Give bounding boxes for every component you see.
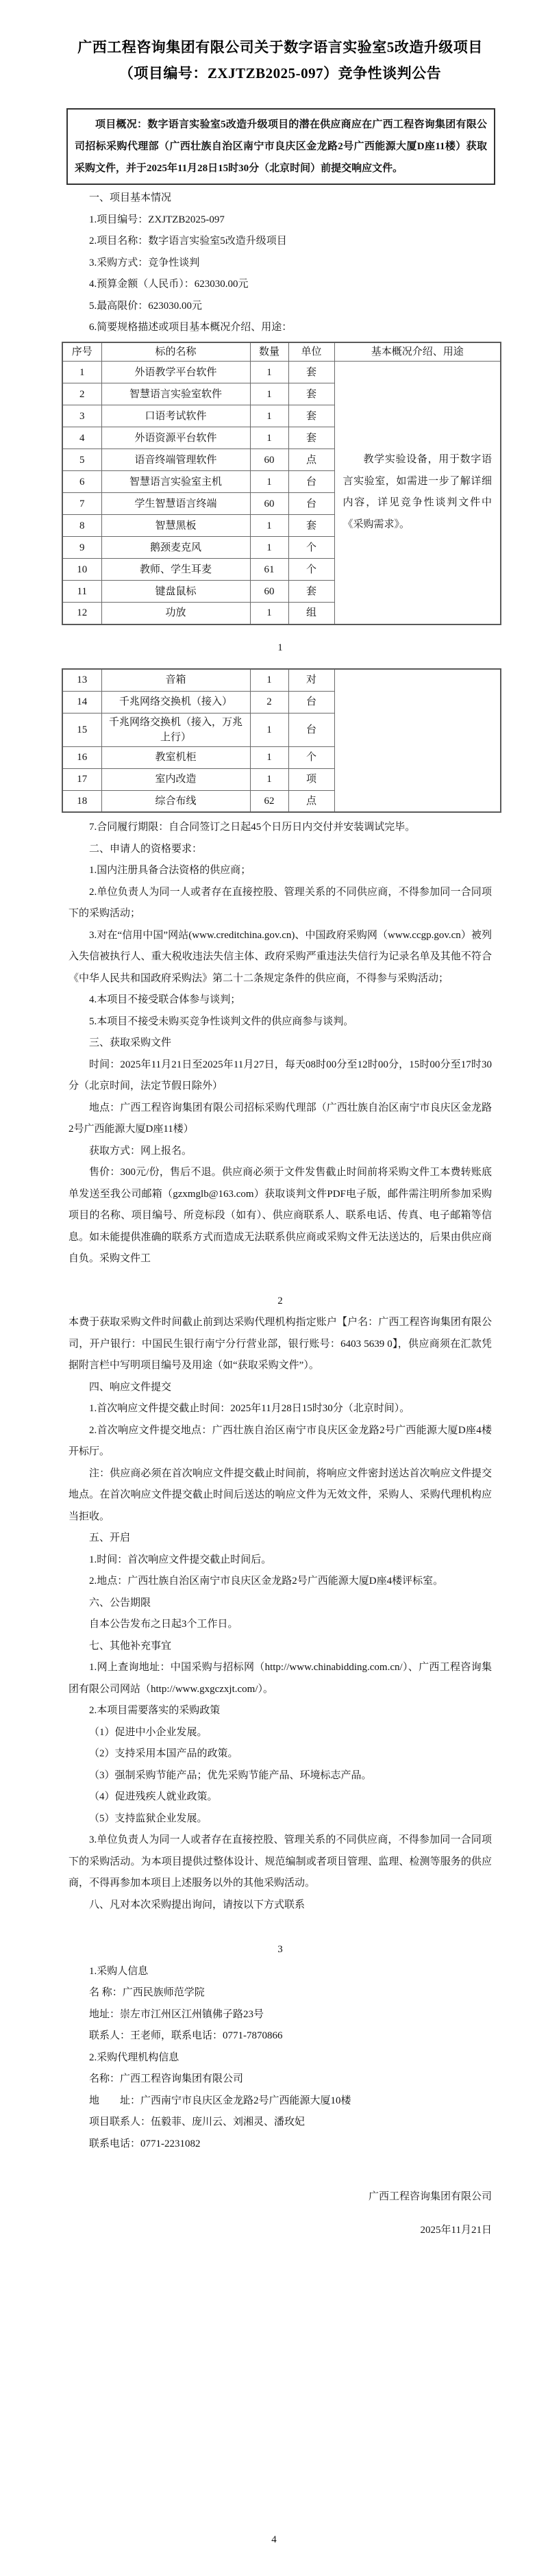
table-cell-no: 14 [62, 691, 101, 713]
table-description-text: 教学实验设备，用于数字语言实验室，如需进一步了解详细内容，详见竞争性谈判文件中《采购需求》。 [342, 454, 492, 530]
paragraph: 八、凡对本次采购提出询问，请按以下方式联系 [89, 1899, 306, 1910]
items-table-part1-wrap [68, 342, 492, 625]
table-cell-no: 5 [62, 449, 101, 471]
table-cell-no: 6 [62, 471, 101, 493]
page-number-4: 4 [271, 2534, 277, 2545]
table-cell-qty: 1 [250, 768, 288, 790]
table-cell-name: 千兆网络交换机（接入，万兆上行） [101, 713, 250, 746]
table-cell-unit: 套 [288, 362, 334, 383]
paragraph: 二、申请人的资格要求： [89, 843, 203, 855]
paragraph: 三、获取采购文件 [89, 1037, 172, 1048]
paragraph: 3.单位负责人为同一人或者存在直接控股、管理关系的不同供应商，不得参加同一合同项下的采购活动。为本项目提供过整体设计、规范编制或者项目管理、监理、检测等服务的供应商，不得再参加本项目上述服务以外的其他采购活动。 [68, 1834, 492, 1889]
table-cell-unit: 套 [288, 405, 334, 427]
table-cell-unit: 对 [288, 669, 334, 691]
page-title-line2: （项目编号：ZXJTZB2025-097）竞争性谈判公告 [119, 65, 442, 81]
paragraph: （2）支持采用本国产品的政策。 [89, 1748, 238, 1759]
paragraph: 3.对在“信用中国”网站(www.creditchina.gov.cn)、中国政府采购网（www.ccgp.gov.cn）被列入失信被执行人、重大税收违法失信主体、政府采购严重违法失信行为记录名单及其他不符合《中华人民共和国政府采购法》第二十二条规定条件的供应商，不得参与采购活动； [68, 929, 492, 984]
paragraph: 1.首次响应文件提交截止时间：2025年11月28日15时30分（北京时间）。 [89, 1403, 410, 1414]
procurement-items-table-part2 [62, 668, 501, 813]
paragraph: 1.项目编号：ZXJTZB2025-097 [89, 214, 225, 225]
table-cell-qty: 1 [250, 603, 288, 624]
table-cell-unit: 项 [288, 768, 334, 790]
column-header: 数量 [250, 342, 288, 362]
items-table-part2-wrap [68, 668, 492, 813]
table-cell-unit: 点 [288, 790, 334, 812]
paragraph: （1）促进中小企业发展。 [89, 1726, 208, 1738]
section-submission-and-policies [68, 1312, 492, 1916]
page-number-1: 1 [277, 642, 283, 653]
paragraph: 名 称：广西民族师范学院 [89, 1987, 205, 1998]
paragraph: 联系电话：0771-2231082 [89, 2138, 201, 2149]
table-cell-unit: 套 [288, 515, 334, 537]
column-header: 序号 [62, 342, 101, 362]
paragraph: 注：供应商必须在首次响应文件提交截止时间前，将响应文件密封送达首次响应文件提交地点。在首次响应文件提交截止时间后送达的响应文件为无效文件，采购人、采购代理机构应当拒收。 [68, 1467, 492, 1522]
paragraph: 七、其他补充事宜 [89, 1640, 172, 1652]
table-cell-name: 教师、学生耳麦 [101, 559, 250, 581]
table-cell-unit: 个 [288, 559, 334, 581]
paragraph: 地点：广西工程咨询集团有限公司招标采购代理部（广西壮族自治区南宁市良庆区金龙路2号广西能源大厦D座11楼） [68, 1102, 492, 1135]
table-cell-qty: 60 [250, 449, 288, 471]
paragraph: （4）促进残疾人就业政策。 [89, 1791, 218, 1802]
table-cell-no: 9 [62, 537, 101, 559]
column-header: 单位 [288, 342, 334, 362]
table-cell-qty: 62 [250, 790, 288, 812]
paragraph: 一、项目基本情况 [89, 192, 172, 203]
paragraph: 7.合同履行期限：自合同签订之日起45个日历日内交付并安装调试完毕。 [89, 822, 416, 833]
table-row [62, 362, 501, 383]
table-cell-no: 16 [62, 746, 101, 768]
paragraph: 售价：300元/份，售后不退。供应商必须于文件发售截止时间前将采购文件工本费转账底单发送至我公司邮箱（gzxmglb@163.com）获取谈判文件PDF电子版，邮件需注明所参加采购项目的名称、项目编号、所竞标段（如有）、供应商联系人、联系电话、传真、电子邮箱等信息。如未能提供准确的联系方式而造成无法联系供应商或采购文件无法送达的，后果由供应商自负。采购文件工 [68, 1167, 492, 1264]
table-cell-no: 2 [62, 383, 101, 405]
paragraph: 四、响应文件提交 [89, 1381, 172, 1393]
table-cell-unit: 套 [288, 427, 334, 449]
table-cell-name: 口语考试软件 [101, 405, 250, 427]
paragraph: 2.采购代理机构信息 [89, 2051, 179, 2063]
table-cell-qty: 60 [250, 581, 288, 603]
paragraph: 地址：崇左市江州区江州镇佛子路23号 [89, 2008, 264, 2020]
table-cell-no: 18 [62, 790, 101, 812]
page-title [68, 34, 492, 86]
table-cell-name: 智慧语言实验室软件 [101, 383, 250, 405]
table-cell-no: 1 [62, 362, 101, 383]
table-cell-description [334, 362, 501, 624]
table-cell-qty: 1 [250, 515, 288, 537]
paragraph: 5.本项目不接受未购买竞争性谈判文件的供应商参与谈判。 [89, 1015, 354, 1027]
table-cell-qty: 61 [250, 559, 288, 581]
paragraph: 1.时间：首次响应文件提交截止时间后。 [89, 1554, 272, 1565]
paragraph: 五、开启 [89, 1532, 131, 1543]
paragraph: 2.单位负责人为同一人或者存在直接控股、管理关系的不同供应商，不得参加同一合同项下的采购活动； [68, 886, 492, 919]
table-cell-qty: 1 [250, 713, 288, 746]
table-cell-unit: 套 [288, 581, 334, 603]
paragraph: 本费于获取采购文件时间截止前到达采购代理机构指定账户【户名：广西工程咨询集团有限公司，开户银行：中国民生银行南宁分行营业部，银行账号：6403 5639 0】，供应商须在汇款凭据附言栏中写明项目编号及用途（如“获取采购文件”）。 [68, 1317, 492, 1371]
paragraph: 6.简要规格描述或项目基本概况介绍、用途： [89, 322, 292, 333]
table-cell-unit: 个 [288, 537, 334, 559]
table-cell-no: 12 [62, 603, 101, 624]
signature-block [68, 2186, 492, 2241]
table-cell-qty: 60 [250, 493, 288, 515]
paragraph: 4.预算金额（人民币）：623030.00元 [89, 279, 249, 290]
table-row [62, 669, 501, 691]
table-cell-unit: 台 [288, 493, 334, 515]
table-cell-unit: 套 [288, 383, 334, 405]
paragraph: 联系人：王老师，联系电话：0771-7870866 [89, 2030, 283, 2041]
paragraph: 地 址：广西南宁市良庆区金龙路2号广西能源大厦10楼 [89, 2095, 351, 2106]
paragraph: 2.首次响应文件提交地点：广西壮族自治区南宁市良庆区金龙路2号广西能源大厦D座4楼开标厅。 [68, 1424, 492, 1457]
table-cell-unit: 点 [288, 449, 334, 471]
page-number-3: 3 [277, 1944, 283, 1955]
table-cell-name: 键盘鼠标 [101, 581, 250, 603]
table-cell-name: 室内改造 [101, 768, 250, 790]
table-cell-qty: 1 [250, 383, 288, 405]
paragraph: 5.最高限价：623030.00元 [89, 300, 203, 312]
paragraph: 4.本项目不接受联合体参与谈判； [89, 994, 241, 1005]
paragraph: （5）支持监狱企业发展。 [89, 1813, 208, 1824]
paragraph: 2.本项目需要落实的采购政策 [89, 1705, 221, 1716]
paragraph: 获取方式：网上报名。 [89, 1145, 192, 1157]
column-header: 基本概况介绍、用途 [334, 342, 501, 362]
table-cell-name: 鹅颈麦克风 [101, 537, 250, 559]
table-cell-no: 17 [62, 768, 101, 790]
paragraph: 六、公告期限 [89, 1597, 151, 1608]
table-cell-name: 学生智慧语言终端 [101, 493, 250, 515]
table-header-row [62, 342, 501, 362]
table-cell-name: 教室机柜 [101, 746, 250, 768]
table-cell-name: 智慧语言实验室主机 [101, 471, 250, 493]
table-cell-unit: 台 [288, 691, 334, 713]
table-cell-name: 智慧黑板 [101, 515, 250, 537]
paragraph: 1.国内注册具备合法资格的供应商； [89, 865, 251, 876]
section-contact-info [68, 1961, 492, 2156]
table-cell-no: 13 [62, 669, 101, 691]
table-cell-name: 外语教学平台软件 [101, 362, 250, 383]
table-cell-qty: 1 [250, 471, 288, 493]
table-cell-unit: 台 [288, 471, 334, 493]
paragraph: 2.地点：广西壮族自治区南宁市良庆区金龙路2号广西能源大厦D座4楼评标室。 [89, 1576, 444, 1587]
section-requirements-and-documents [68, 817, 492, 1270]
issue-date: 2025年11月21日 [420, 2224, 492, 2236]
table-cell-no: 10 [62, 559, 101, 581]
table-cell-name: 外语资源平台软件 [101, 427, 250, 449]
paragraph: 2.项目名称：数字语言实验室5改造升级项目 [89, 236, 287, 247]
paragraph: 时间：2025年11月21日至2025年11月27日，每天08时00分至12时00分，15时00分至17时30分（北京时间，法定节假日除外） [68, 1059, 492, 1091]
project-overview-box [66, 108, 495, 185]
procurement-items-table-part1 [62, 342, 501, 625]
paragraph: 项目联系人：伍毅菲、庞川云、刘湘灵、潘玫妃 [89, 2117, 306, 2127]
paragraph: 1.网上查询地址：中国采购与招标网（http://www.chinabidding.com.cn/）、广西工程咨询集团有限公司网站（http://www.gxgczxjt.com/）。 [68, 1662, 492, 1695]
table-cell-no: 8 [62, 515, 101, 537]
table-cell-name: 综合布线 [101, 790, 250, 812]
table-cell-no: 15 [62, 713, 101, 746]
table-cell-name: 功放 [101, 603, 250, 624]
table-cell-qty: 1 [250, 362, 288, 383]
project-overview-text: 项目概况：数字语言实验室5改造升级项目的潜在供应商应在广西工程咨询集团有限公司招标采购代理部（广西壮族自治区南宁市良庆区金龙路2号广西能源大厦D座11楼）获取采购文件，并于2025年11月28日15时30分（北京时间）前提交响应文件。 [75, 119, 487, 174]
table-cell-qty: 1 [250, 669, 288, 691]
table-cell-name: 语音终端管理软件 [101, 449, 250, 471]
table-cell-unit: 个 [288, 746, 334, 768]
table-cell-qty: 1 [250, 405, 288, 427]
table-cell-name: 千兆网络交换机（接入） [101, 691, 250, 713]
issuer-name: 广西工程咨询集团有限公司 [368, 2191, 492, 2202]
table-cell-qty: 1 [250, 537, 288, 559]
column-header: 标的名称 [101, 342, 250, 362]
table-cell-unit: 组 [288, 603, 334, 624]
table-cell-no: 11 [62, 581, 101, 603]
section-basic-info [68, 188, 492, 339]
table-cell-unit: 台 [288, 713, 334, 746]
paragraph: 3.采购方式：竞争性谈判 [89, 257, 200, 268]
table-cell-qty: 2 [250, 691, 288, 713]
table-cell-description [334, 669, 501, 812]
table-cell-no: 7 [62, 493, 101, 515]
table-cell-qty: 1 [250, 746, 288, 768]
page-number-2: 2 [277, 1295, 283, 1306]
page-title-line1: 广西工程咨询集团有限公司关于数字语言实验室5改造升级项目 [77, 39, 483, 55]
table-cell-name: 音箱 [101, 669, 250, 691]
table-cell-no: 3 [62, 405, 101, 427]
table-cell-no: 4 [62, 427, 101, 449]
table-cell-qty: 1 [250, 427, 288, 449]
paragraph: 名称：广西工程咨询集团有限公司 [89, 2073, 244, 2084]
paragraph: 1.采购人信息 [89, 1965, 149, 1977]
paragraph: 自本公告发布之日起3个工作日。 [89, 1619, 238, 1630]
paragraph: （3）强制采购节能产品；优先采购节能产品、环境标志产品。 [89, 1769, 372, 1781]
